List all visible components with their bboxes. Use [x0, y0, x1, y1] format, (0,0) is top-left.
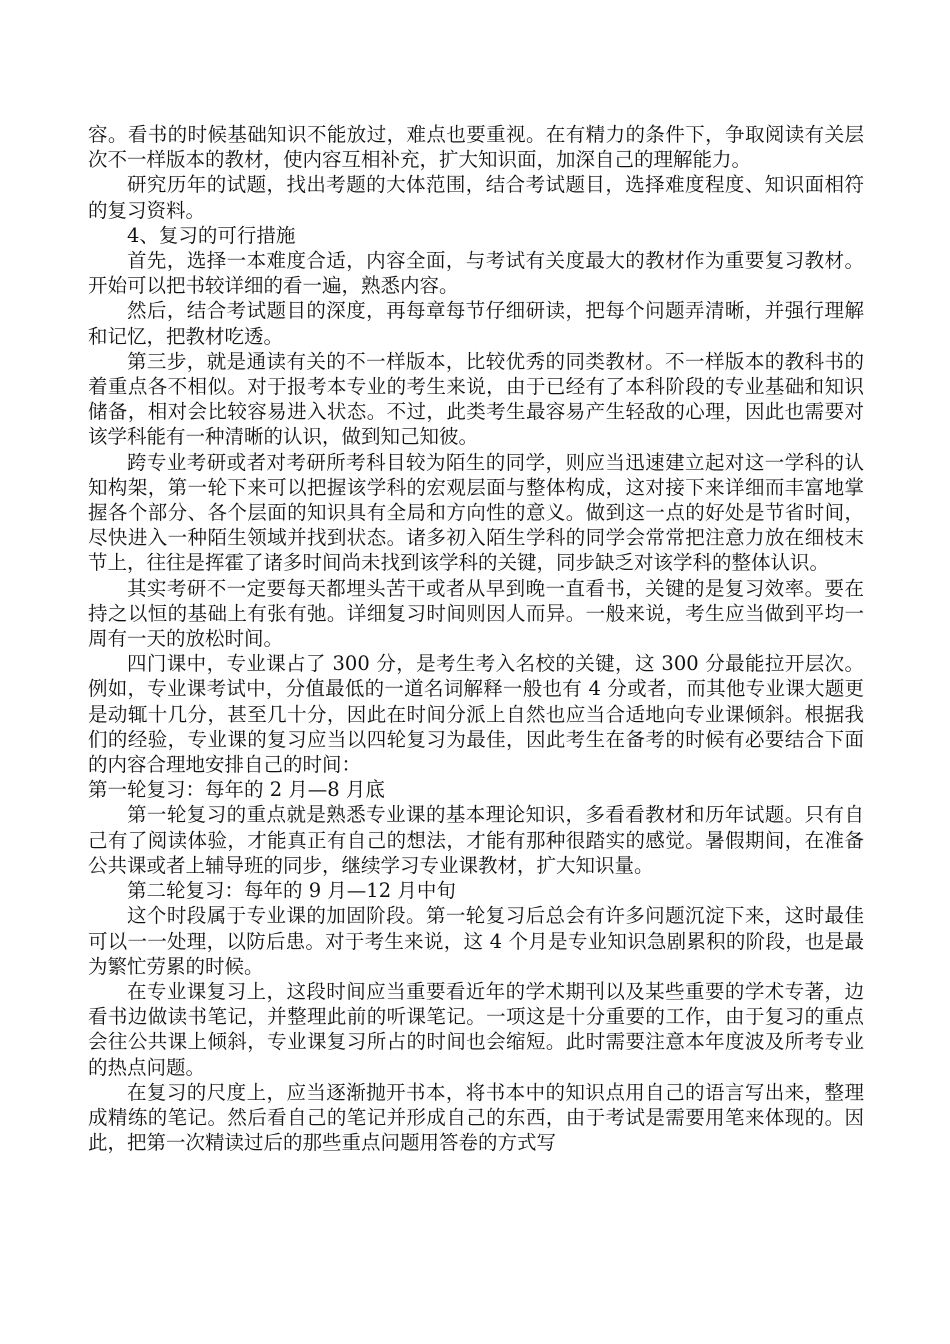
document-body — [88, 122, 864, 1155]
paragraph: 这个时段属于专业课的加固阶段。第一轮复习后总会有许多问题沉淀下来，这时最佳可以一一处理，以防后患。对于考生来说，这 4 个月是专业知识急剧累积的阶段，也是最为繁忙劳累的时候。 — [88, 904, 864, 978]
subheading: 第一轮复习：每年的 2 月—8 月底 — [88, 778, 385, 802]
paragraph: 其实考研不一定要每天都埋头苦干或者从早到晚一直看书，关键的是复习效率。要在持之以恒的基础上有张有弛。详细复习时间则因人而异。一般来说，考生应当做到平均一周有一天的放松时间。 — [88, 576, 864, 651]
paragraph: 研究历年的试题，找出考题的大体范围，结合考试题目，选择难度程度、知识面相符的复习资料。 — [88, 173, 864, 222]
paragraph: 然后，结合考试题目的深度，再每章每节仔细研读，把每个问题弄清晰，并强行理解和记忆，把教材吃透。 — [88, 299, 864, 348]
section-heading: 4、复习的可行措施 — [127, 223, 296, 247]
paragraph: 在复习的尺度上，应当逐渐抛开书本，将书本中的知识点用自己的语言写出来，整理成精练的笔记。然后看自己的笔记并形成自己的东西，由于考试是需要用笔来体现的。因此，把第一次精读过后的那些重点问题用答卷的方式写 — [88, 1080, 864, 1155]
paragraph: 容。看书的时候基础知识不能放过，难点也要重视。在有精力的条件下，争取阅读有关层次不一样版本的教材，使内容互相补充，扩大知识面，加深自己的理解能力。 — [88, 123, 864, 172]
paragraph: 跨专业考研或者对考研所考科目较为陌生的同学，则应当迅速建立起对这一学科的认知构架，第一轮下来可以把握该学科的宏观层面与整体构成，这对接下来详细而丰富地掌握各个部分、各个层面的知识具有全局和方向性的意义。做到这一点的好处是节省时间，尽快进入一种陌生领域并找到状态。诸多初入陌生学科的同学会常常把注意力放在细枝末节上，往往是挥霍了诸多时间尚未找到该学科的关键，同步缺乏对该学科的整体认识。 — [88, 450, 864, 575]
paragraph: 第一轮复习的重点就是熟悉专业课的基本理论知识，多看看教材和历年试题。只有自己有了阅读体验，才能真正有自己的想法，才能有那种很踏实的感觉。暑假期间，在准备公共课或者上辅导班的同步，继续学习专业课教材，扩大知识量。 — [88, 803, 864, 877]
paragraph: 四门课中，专业课占了 300 分，是考生考入名校的关键，这 300 分最能拉开层次。例如，专业课考试中，分值最低的一道名词解释一般也有 4 分或者，而其他专业课大题更是动辄十几分，甚至几十分，因此在时间分派上自然也应当合适地向专业课倾斜。根据我们的经验，专业课的复习应当以四轮复习为最佳，因此考生在备考的时候有必要结合下面的内容合理地安排自己的时间： — [88, 652, 864, 777]
paragraph: 首先，选择一本难度合适，内容全面，与考试有关度最大的教材作为重要复习教材。开始可以把书较详细的看一遍，熟悉内容。 — [88, 249, 864, 298]
paragraph: 在专业课复习上，这段时间应当重要看近年的学术期刊以及某些重要的学术专著，边看书边做读书笔记，并整理此前的听课笔记。一项这是十分重要的工作，由于复习的重点会往公共课上倾斜，专业课复习所占的时间也会缩短。此时需要注意本年度波及所考专业的热点问题。 — [88, 979, 864, 1079]
subheading: 第二轮复习：每年的 9 月—12 月中旬 — [127, 879, 456, 903]
paragraph: 第三步，就是通读有关的不一样版本，比较优秀的同类教材。不一样版本的教科书的着重点各不相似。对于报考本专业的考生来说，由于已经有了本科阶段的专业基础和知识储备，相对会比较容易进入状态。不过，此类考生最容易产生轻敌的心理，因此也需要对该学科能有一种清晰的认识，做到知己知彼。 — [88, 349, 864, 449]
